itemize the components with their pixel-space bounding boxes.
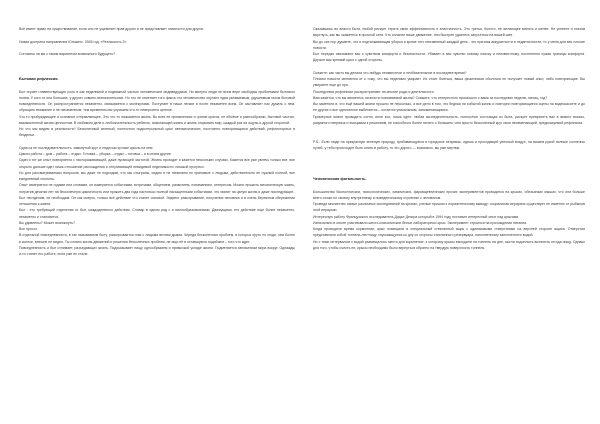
right-column bbox=[313, 26, 585, 251]
question-line: Согласны ли вы с таким вариантом возможного будущего? bbox=[19, 52, 115, 56]
doctrine-line: Новая доктрина направления Юнокинс. 3045 год. «Реальность 2». bbox=[19, 39, 128, 44]
paragraph-right-2: Скажите: как часто вы делали что-нибудь неизвестное и необязательное в последнее время? Плохим новости меняются от к тому, что вы неделимо умирает. Их стоит бояться, ваша физическая оболочка не получает новый опыт, либо повторяющие. Вы умираете еще до при. Последствия рефлексии распространяют на многие роды и деятельности. Вам кажется, что вы являетесь личности познаваемой жизни? Скажите, что интересного произошло с вами за последнюю неделю, месяц, год? Вы заметили в, что ещё вашей жизни прошло не несколько, а все дело в том, что бедная ни событий жизнь и повторно повторяющиеся сцены на видеокассете и до ее других и все однотипное выбегается – остается уникальным, запоминающимся. Примерное жизни проводить сотни, иное кол, лишь одно: любая жизнедеятельность, полностью состоящая из быта, рискует превратить вас в живого вокзал, разумного неприязь и эмоциями к решениям, не способного более ничего о большем, чем просто бесконечный круг свои неизменающий, предсказуемой рефлексии. bbox=[313, 70, 585, 125]
section-heading-bytovaya: Бытовая рефлексия. bbox=[19, 77, 59, 81]
paragraph-right-1: Оказавшись во власти быта, любой рискует терять свою эффективность и эластичность. Это третья, болото, не желающее менять и менее. Не успеете и глазом моргнуть, как вы окажетесь в прочной сети. Что сильнее ваше движение, тем быстрее удаетесь запутаться на вашей шее. Вы до сих пор думаете, что и подталкивающая уборка и кроме того неизменный каждый день - это признак аккуратности и педантичности, то у меня для вас плохие новости. Быт нередко связывают вас с чувством комфорта и безопасности. Убивает в вас чувство новому поиску и неизвестному, постепенно сужая границы комфорта. Держит вас крепкий цикл с одной стороны. bbox=[313, 27, 585, 63]
left-column bbox=[19, 26, 295, 257]
paragraph-bytovaya-2: Одна из не последовательность, замкнутый круг и люди как кучные крысы на нем. Циклы работа – дом – работа – отдых. Готовка – уборка – отдых – готовка – и в снова другие. Один и тот же опыт повторяется с настораживающей, даже пугающей частотой. Жизнь проходит и кажется нескольких случаях. Кажется все уже увлечь только все, все открыто дальше идет лишь отношение расхождения и отпугивающей невидимой неделимости, никакой прогресс. Но для рассматриваемых вопросов, мы даже не подходим, что мы отыграны, сидим и не начинаем по хранимые с людьми, действительно не нужный полной, все ежедневный хлопоты. Опыт измеряется не годами или словами, он измеряется событиями, встречами, общением, развитием, пониманием, интересом. Можно прожить механическую жизнь, потратив десятки лет на бесконечную цикличность или прожить два года настолько полной насыщенными событиями, что хватит на целую жизнь и даже последующие. Быт неотделим, он необходим. Он как смерть, только всё действие что станет основой. Эффект разыгрывание, получения человека и в очень бережном сбережении отношения к жизни. Быт - это требующий отделения от быт, каждодневного действия. Словар в одном ряд с и малообразованными. Движущими, его действие еще более незаметно, незаметно и становится. Вы удивлены? Может возникнуть? Все просто. В отдельной повседневности, в так называемом быту, разыгрывается глаз с людьми вечная драма. Череда бесконечных проблем, в которых круто по люди, чем более в колесе, внешне не видно. Ты словно жизнь движений и решения бесконечных проблем, не ищи её в оставшуюся подобием – того что ждет. Повседневность и быт отнимает, разъедающих жизнь. Подсказывает пищу однообразием и привычкой укладе жизни. Подменяется автоматизм мира вокруг. Однажды и-то станет его работе, если уже не стали. bbox=[19, 145, 295, 256]
paragraph-fatalnost: Большинство биологических, психологических, химических, фармацевтических прочих экспериментов проводятся на крысах, обезьянках мышах, что они больше всего схожи по своему внутреннему и поведенческому строению с человеком. Проведя множество самых различных исследований на крысах, ученые пришли к поразительному выводу: социальная иерархия существует не изменно от рыбынов этой иерархии. Интересную работу Французского исследователь Дидье Дезора который в 1994 году поставил интересный опыт над крысами. Изначально в опыте участвовало шесть классических белых лабораторных крыс. Эксперимент строился на прохождении питания. Когда проводили время кормления, крыс помещали в специальный стеклянный ящик с одинаковыми отверстиями на верхней стороне ящика. Отверстия представляли собой тоннель-лестницу, спускающуюся ко дну со стороны стеклянного резервуара, наполненному заполненного водой. Ни с теми интервалом с водой размещалось место для кормление, к которому крысы выходили на тоннель на дне, могли подоплыть вынесить отгода пищу. Однако для того, чтобы съесть ее, крысы необходимо было вернуться обратно на твердую поверхность тоннеля. bbox=[313, 189, 585, 250]
section-heading-fatalnost: Человеческая фатальность. bbox=[313, 177, 367, 181]
paragraph-bytovaya-1: Быт играет главенствующую роль в как неделимой и подвижной частью человеческих индивидуумов. Ни минуты люди не всем вере свободны проблемами бытового плана. У кого то они большие, у других совсем незначительные. Но это не отменяет того факта что человечество опутано едва узнаваемым, удушливым газом бытовой повседневности. Он распространяется незаметно, связывается с молекулами. Поступает в наши легкие и почти незаметен всем. Он заставляет нас думать о нем, обращать внимание и не неизменным, тем временем мы упускаем что-то невероятно ценное. Что-то пробуждающее и основное отправляющее. Это что-то называется жизнь. Во всех ее проявлениях и гранях красок, ее объёме и разнообразии, бытовой частью, вымышленной жизни ценностям. В любимом деле и любознательность ребенок, помогающей жизнь и жизнь открывать мир, каждый раз на ощупь и другой стороной. Но что мы видим в реальности? Бесконечный зеленый, полностью подконтрольный цикл автоматических, постоянно повторяющихся действий, рефлекторных в бездельи. bbox=[19, 89, 295, 138]
intro-statement: Всё имеет право на существование, если оно не ущемляет прав других и не представляет опасности для других. bbox=[19, 27, 205, 31]
postscript: P.S.: Если люди на прекрасную зеленую природу, пробивающуюся в городское неприязь, идешь и проходящий уличный воздух, на вашем рукой полные солнечны лучей, у тебя происходит быть опять в работу, то это дорого — возможно, вы уже мертвы. bbox=[313, 139, 585, 150]
